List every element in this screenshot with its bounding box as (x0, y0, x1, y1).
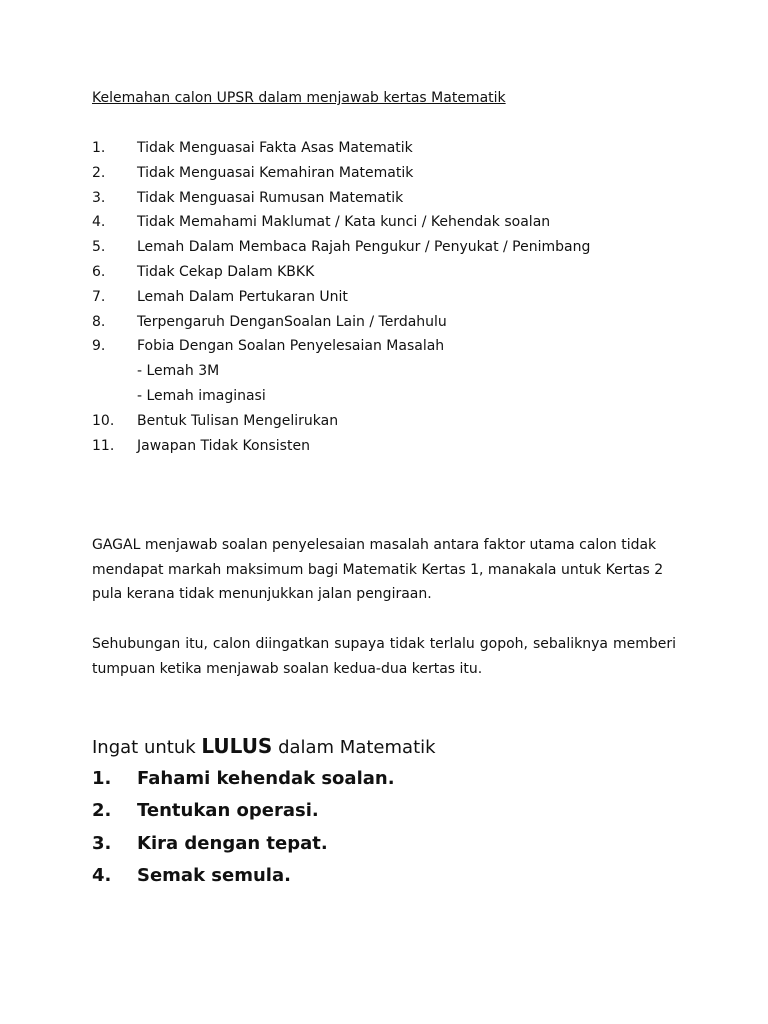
remember-emphasis: LULUS (201, 734, 273, 758)
tip-text: Kira dengan tepat. (137, 832, 328, 854)
item-text: Jawapan Tidak Konsisten (137, 437, 310, 454)
tip-number: 3. (92, 832, 112, 854)
tip-text: Tentukan operasi. (137, 800, 319, 822)
item-number: 9. (92, 338, 106, 355)
tip-number: 1. (92, 768, 112, 789)
remember-prefix: Ingat untuk (92, 737, 202, 758)
item-number: 10. (92, 412, 115, 429)
tip-number: 4. (92, 864, 112, 886)
remember-heading (92, 734, 436, 758)
item-text: Lemah Dalam Membaca Rajah Pengukur / Penyukat / Penimbang (137, 239, 591, 256)
item-number: 3. (92, 189, 106, 206)
document-title: Kelemahan calon UPSR dalam menjawab kertas Matematik (92, 90, 506, 106)
item-text: Lemah Dalam Pertukaran Unit (137, 288, 348, 305)
item-number: 8. (92, 313, 106, 330)
item-text: Tidak Memahami Maklumat / Kata kunci / Kehendak soalan (137, 214, 551, 231)
item-text: Bentuk Tulisan Mengelirukan (137, 412, 339, 429)
item-number: 1. (92, 140, 106, 156)
item-text: Tidak Menguasai Kemahiran Matematik (137, 164, 414, 181)
item-number: 11. (92, 437, 115, 454)
item-number: 4. (92, 214, 106, 231)
item-number: 5. (92, 239, 106, 256)
remember-suffix: dalam Matematik (272, 737, 436, 758)
paragraph-advice: Sehubungan itu, calon diingatkan supaya tidak terlalu gopoh, sebaliknya memberi tumpuan ketika menjawab soalan kedua-dua kertas itu. (92, 636, 676, 677)
item-text: Fobia Dengan Soalan Penyelesaian Masalah (137, 338, 445, 355)
tip-number: 2. (92, 800, 112, 822)
paragraph-failure: GAGAL menjawab soalan penyelesaian masalah antara faktor utama calon tidak mendapat markah maksimum bagi Matematik Kertas 1, manakala untuk Kertas 2 pula kerana tidak menunjukkan jalan pengiraan. (92, 537, 664, 603)
item-text: Tidak Cekap Dalam KBKK (137, 263, 315, 280)
item-number: 6. (92, 263, 106, 280)
item-text: - Lemah imaginasi (137, 387, 266, 404)
item-text: Tidak Menguasai Rumusan Matematik (137, 189, 404, 206)
item-number: 2. (92, 164, 106, 181)
tip-text: Semak semula. (137, 864, 291, 886)
item-text: Tidak Menguasai Fakta Asas Matematik (137, 140, 413, 156)
item-text: Terpengaruh DenganSoalan Lain / Terdahulu (137, 313, 447, 330)
item-number: 7. (92, 288, 106, 305)
item-text: - Lemah 3M (137, 363, 220, 380)
tip-text: Fahami kehendak soalan. (137, 768, 395, 789)
